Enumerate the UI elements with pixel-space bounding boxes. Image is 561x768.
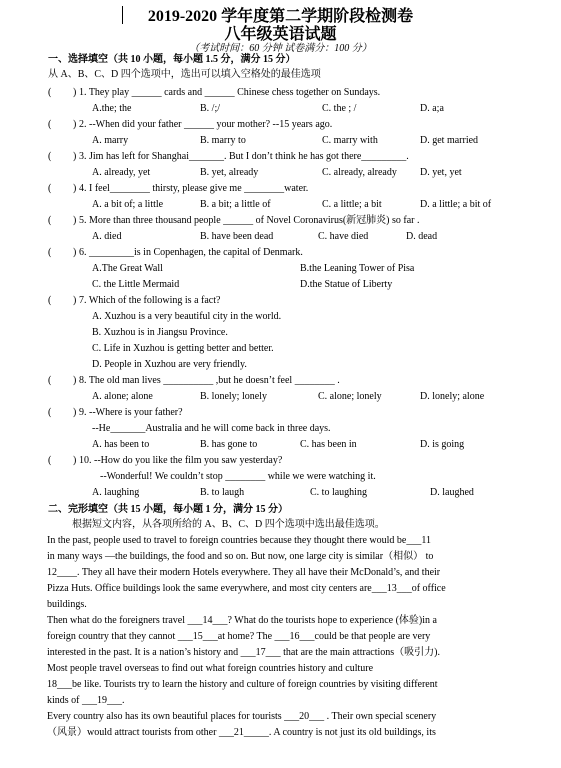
answer-option: C. marry with xyxy=(322,135,378,146)
question-paren-close: ) xyxy=(73,215,77,226)
question-paren-open: ( xyxy=(48,455,52,466)
question-stem: 7. Which of the following is a fact? xyxy=(79,295,221,306)
answer-option: B. has gone to xyxy=(200,439,258,450)
answer-option: C. to laughing xyxy=(310,487,367,498)
answer-option: D. yet, yet xyxy=(420,167,462,178)
answer-option: C. the Little Mermaid xyxy=(92,279,180,290)
answer-option: D. dead xyxy=(406,231,438,242)
answer-option: C. alone; lonely xyxy=(318,391,382,402)
question-stem: 5. More than three thousand people ______ of Novel Coronavirus(新冠肺炎) so far . xyxy=(79,215,420,226)
section2-instruction: 根据短文内容，从各项所给的 A、B、C、D 四个选项中选出最佳选项。 xyxy=(72,519,385,530)
answer-option: D. a little; a bit of xyxy=(420,199,492,210)
question-stem: 1. They play ______ cards and ______ Chinese chess together on Sundays. xyxy=(79,87,381,98)
passage-line: Most people travel overseas to find out what foreign countries history and culture xyxy=(47,663,374,674)
passage-line: In the past, people used to travel to foreign countries because they thought there would be___11 xyxy=(47,535,431,546)
question-stem: 10. --How do you like the film you saw yesterday? xyxy=(79,455,283,466)
answer-option: C. a little; a bit xyxy=(322,199,382,210)
answer-option: A. laughing xyxy=(92,487,140,498)
answer-option: C. has been in xyxy=(300,439,357,450)
answer-option: C. have died xyxy=(318,231,369,242)
answer-option: A. a bit of; a little xyxy=(92,199,164,210)
question-stem: 8. The old man lives __________ ,but he doesn’t feel ________ . xyxy=(79,375,340,386)
question-paren-open: ( xyxy=(48,375,52,386)
passage-line: foreign country that they cannot ___15___at home? The ___16___could be that people are very xyxy=(47,631,431,642)
question-paren-close: ) xyxy=(73,455,77,466)
question-stem-line2: --He_______Australia and he will come back in three days. xyxy=(92,423,331,434)
answer-option: D. lonely; alone xyxy=(420,391,485,402)
question-paren-close: ) xyxy=(73,407,77,418)
passage-line: 18___be like. Tourists try to learn the history and culture of foreign countries by visiting different xyxy=(47,679,438,690)
answer-option: A. has been to xyxy=(92,439,150,450)
exam-info: （考试时间：60 分钟 试卷满分：100 分） xyxy=(189,43,372,54)
question-paren-open: ( xyxy=(48,247,52,258)
question-stem: 2. --When did your father ______ your mother? --15 years ago. xyxy=(79,119,333,130)
answer-option: B. to laugh xyxy=(200,487,245,498)
question-stem: 6. _________is in Copenhagen, the capital of Denmark. xyxy=(79,247,303,258)
answer-option: A. Xuzhou is a very beautiful city in the world. xyxy=(92,311,282,322)
question-paren-close: ) xyxy=(73,87,77,98)
passage-line: 12____. They all have their modern Hotels everywhere. They all have their McDonald’s, and their xyxy=(47,567,441,578)
passage-line: interested in the past. It is a nation’s history and ___17___ that are the main attractions（吸引力). xyxy=(47,647,440,658)
question-paren-close: ) xyxy=(73,295,77,306)
answer-option: A.The Great Wall xyxy=(92,263,163,274)
answer-option: B. a bit; a little of xyxy=(200,199,271,210)
title-line-2: 八年级英语试题 xyxy=(224,26,337,43)
answer-option: B. marry to xyxy=(200,135,246,146)
question-paren-open: ( xyxy=(48,407,52,418)
question-paren-close: ) xyxy=(73,151,77,162)
answer-option: C. the ; / xyxy=(322,103,357,114)
answer-option: B. have been dead xyxy=(200,231,274,242)
answer-option: A. died xyxy=(92,231,122,242)
question-paren-open: ( xyxy=(48,87,52,98)
question-stem: 4. I feel________ thirsty, please give me ________water. xyxy=(79,183,309,194)
passage-line: buildings. xyxy=(47,599,87,610)
answer-option: D. People in Xuzhou are very friendly. xyxy=(92,359,247,370)
question-paren-open: ( xyxy=(48,119,52,130)
title-line-1: 2019-2020 学年度第二学期阶段检测卷 xyxy=(147,8,414,25)
passage-line: Then what do the foreigners travel ___14___? What do the tourists hope to experience (体验)in a xyxy=(47,615,437,626)
passage-line: kinds of ___19___. xyxy=(47,695,125,706)
question-stem: 9. --Where is your father? xyxy=(79,407,183,418)
passage-line: （风景）would attract tourists from other ___21_____. A country is not just its old buildings, its xyxy=(47,727,436,738)
answer-option: A. already, yet xyxy=(92,167,151,178)
question-paren-close: ) xyxy=(73,183,77,194)
question-stem-line2: --Wonderful! We couldn’t stop ________ while we were watching it. xyxy=(100,471,376,482)
answer-option: A. marry xyxy=(92,135,129,146)
answer-option: D. get married xyxy=(420,135,479,146)
question-paren-open: ( xyxy=(48,183,52,194)
question-paren-open: ( xyxy=(48,215,52,226)
passage-line: in many ways —the buildings, the food and so on. But now, one large city is similar（相似） to xyxy=(47,551,434,562)
question-paren-open: ( xyxy=(48,295,52,306)
question-paren-close: ) xyxy=(73,375,77,386)
question-paren-close: ) xyxy=(73,119,77,130)
answer-option: D. a;a xyxy=(420,103,444,114)
answer-option: A.the; the xyxy=(92,103,132,114)
answer-option: D.the Statue of Liberty xyxy=(300,279,393,290)
question-paren-open: ( xyxy=(48,151,52,162)
answer-option: C. Life in Xuzhou is getting better and better. xyxy=(92,343,274,354)
answer-option: B. yet, already xyxy=(200,167,259,178)
answer-option: A. alone; alone xyxy=(92,391,153,402)
passage-line: Every country also has its own beautiful places for tourists ___20___ . Their own special scenery xyxy=(47,711,437,722)
answer-option: B. lonely; lonely xyxy=(200,391,267,402)
answer-option: D. is going xyxy=(420,439,465,450)
passage-line: Pizza Huts. Office buildings look the same everywhere, and most city centers are___13___of office xyxy=(47,583,446,594)
question-paren-close: ) xyxy=(73,247,77,258)
answer-option: B.the Leaning Tower of Pisa xyxy=(300,263,415,274)
section1-heading: 一、选择填空（共 10 小题，每小题 1.5 分，满分 15 分） xyxy=(48,54,296,65)
answer-option: C. already, already xyxy=(322,167,397,178)
question-stem: 3. Jim has left for Shanghai_______. But I don’t think he has got there_________. xyxy=(79,151,409,162)
answer-option: B. /;/ xyxy=(200,103,221,114)
section1-instruction: 从 A、B、C、D 四个选项中，选出可以填入空格处的最佳选项 xyxy=(48,69,321,80)
section2-heading: 二、完形填空（共 15 小题，每小题 1 分，满分 15 分） xyxy=(48,504,288,515)
answer-option: D. laughed xyxy=(430,487,474,498)
answer-option: B. Xuzhou is in Jiangsu Province. xyxy=(92,327,228,338)
